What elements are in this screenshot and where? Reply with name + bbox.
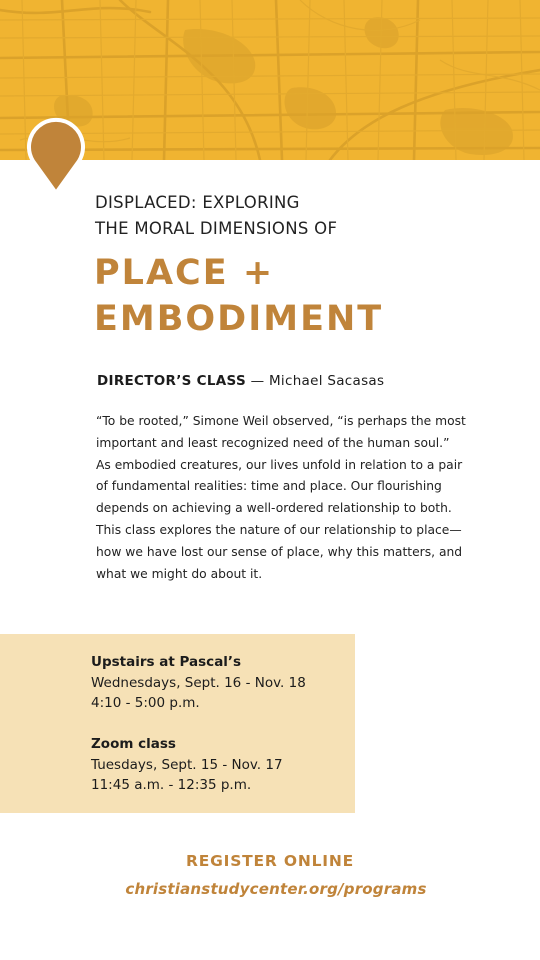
session-location: Zoom class (91, 736, 176, 752)
subtitle-line-1: DISPLACED: EXPLORING (95, 193, 300, 212)
title-line-2: EMBODIMENT (94, 299, 384, 339)
byline-separator: — (245, 373, 269, 389)
session-dates: Tuesdays, Sept. 15 - Nov. 17 (91, 756, 283, 773)
session-time: 11:45 a.m. - 12:35 p.m. (91, 777, 252, 793)
instructor-name: Michael Sacasas (268, 373, 385, 389)
instructor-byline (97, 373, 384, 389)
register-online-heading: REGISTER ONLINE (185, 852, 355, 870)
session-in-person (91, 652, 306, 714)
title-line-1: PLACE + (94, 253, 275, 293)
class-type-label: DIRECTOR’S CLASS (97, 373, 246, 389)
event-subtitle (95, 190, 337, 242)
map-pin-icon (27, 115, 85, 195)
session-location: Upstairs at Pascal’s (91, 654, 242, 670)
session-zoom (91, 734, 283, 796)
session-dates: Wednesdays, Sept. 16 - Nov. 18 (91, 674, 306, 691)
registration-url-link[interactable]: christianstudycenter.org/programs (125, 880, 427, 898)
event-title (94, 250, 383, 342)
class-description: “To be rooted,” Simone Weil observed, “is perhaps the most important and least recognized need of the human soul.” As embodied creatures, our lives unfold in relation to a pair of fundamental realities: time and place. Our flourishing depends on achieving a well-ordered relationship to both. This class explores the nature of our relationship to place—how we have lost our sense of place, why this matters, and what we might do about it. (96, 414, 466, 581)
session-time: 4:10 - 5:00 p.m. (91, 695, 200, 711)
subtitle-line-2: THE MORAL DIMENSIONS OF (95, 219, 338, 238)
